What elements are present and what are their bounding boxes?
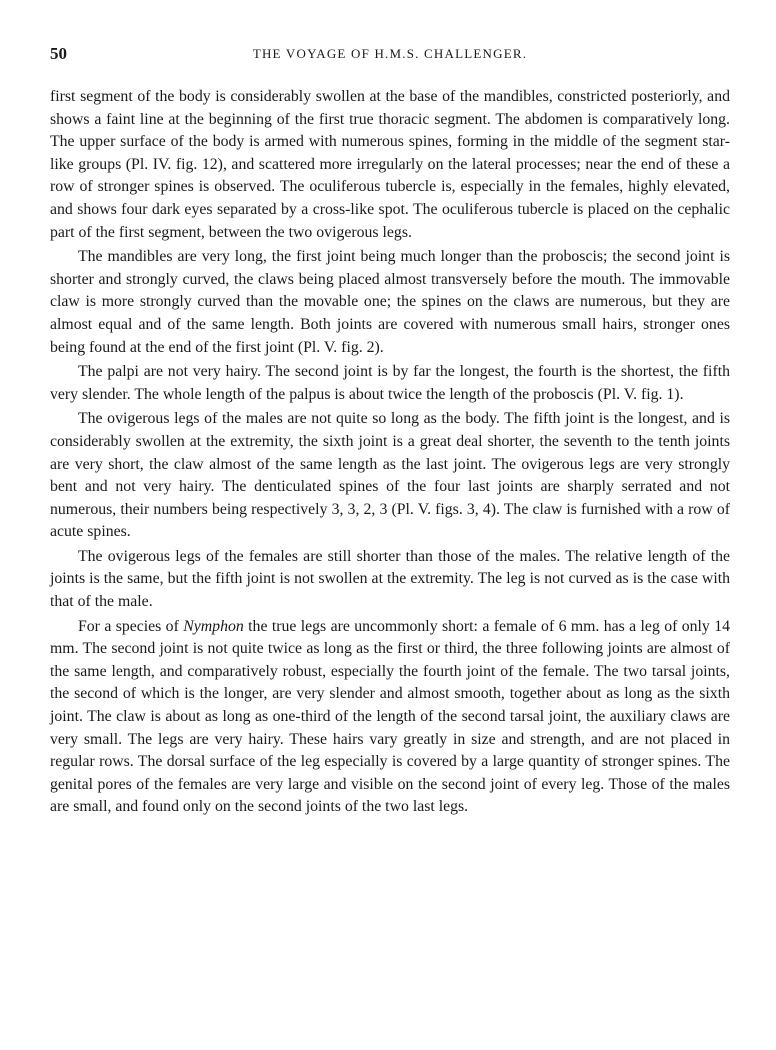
paragraph-mandibles: The mandibles are very long, the first joint being much longer than the proboscis; the second joint is shorter and strongly curved, the claws being placed almost transversely before the mouth. The immovable claw is more strongly curved than the movable one; the spines on the claws are numerous, but they are almost equal and of the same length. Both joints are covered with numerous small hairs, stronger ones being found at the end of the first joint (Pl. V. fig. 2). xyxy=(50,248,730,356)
paragraph-text-after: the true legs are uncommonly short: a female of 6 mm. has a leg of only 14 mm. The second joint is not quite twice as long as the first or third, the three following joints are almost of the same length, and comparatively robust, especially the fourth joint of the female. The two tarsal joints, the second of which is the longer, are very slender and almost smooth, together about as long as the sixth joint. The claw is about as long as one-third of the length of the second tarsal joint, the auxiliary claws are very small. The legs are very hairy. These hairs vary greatly in size and strength, and are not placed in regular rows. The dorsal surface of the leg especially is covered by a large quantity of stronger spines. The genital pores of the females are very large and visible on the second joint of every leg. Those of the males are small, and found only on the second joints of the two last legs. xyxy=(50,617,730,816)
document-page xyxy=(50,44,730,819)
paragraph-palpi: The palpi are not very hairy. The second joint is by far the longest, the fourth is the shortest, the fifth very slender. The whole length of the palpus is about twice the length of the proboscis (Pl. V. fig. 1). xyxy=(50,363,730,403)
paragraph-text-before: For a species of xyxy=(78,617,184,635)
body-text xyxy=(50,86,730,819)
paragraph-continued: first segment of the body is considerably swollen at the base of the mandibles, constricted posteriorly, and shows a faint line at the beginning of the first true thoracic segment. The abdomen is comparatively long. The upper surface of the body is armed with numerous spines, forming in the middle of the segment star-like groups (Pl. IV. fig. 12), and scattered more irregularly on the lateral processes; near the end of these a row of stronger spines is observed. The oculiferous tubercle is, especially in the females, highly elevated, and shows four dark eyes separated by a cross-like spot. The oculiferous tubercle is placed on the cephalic part of the first segment, between the two ovigerous legs. xyxy=(50,88,730,241)
running-title: THE VOYAGE OF H.M.S. CHALLENGER. xyxy=(252,46,528,61)
running-header xyxy=(50,44,730,70)
taxon-name: Nymphon xyxy=(183,617,244,635)
paragraph-ovigerous-legs-females: The ovigerous legs of the females are still shorter than those of the males. The relative length of the joints is the same, but the fifth joint is not swollen at the extremity. The leg is not curved as is the case with that of the male. xyxy=(50,547,730,611)
paragraph-true-legs xyxy=(50,616,730,819)
paragraph-ovigerous-legs-males: The ovigerous legs of the males are not quite so long as the body. The fifth joint is the longest, and is considerably swollen at the extremity, the sixth joint is a great deal shorter, the seventh to the tenth joints are very short, the claw almost of the same length as the last joint. The ovigerous legs are very strongly bent and not very hairy. The denticulated spines of the four last joints are sharply serrated and not numerous, their numbers being respectively 3, 3, 2, 3 (Pl. V. figs. 3, 4). The claw is furnished with a row of acute spines. xyxy=(50,410,730,541)
page-number: 50 xyxy=(50,44,67,63)
